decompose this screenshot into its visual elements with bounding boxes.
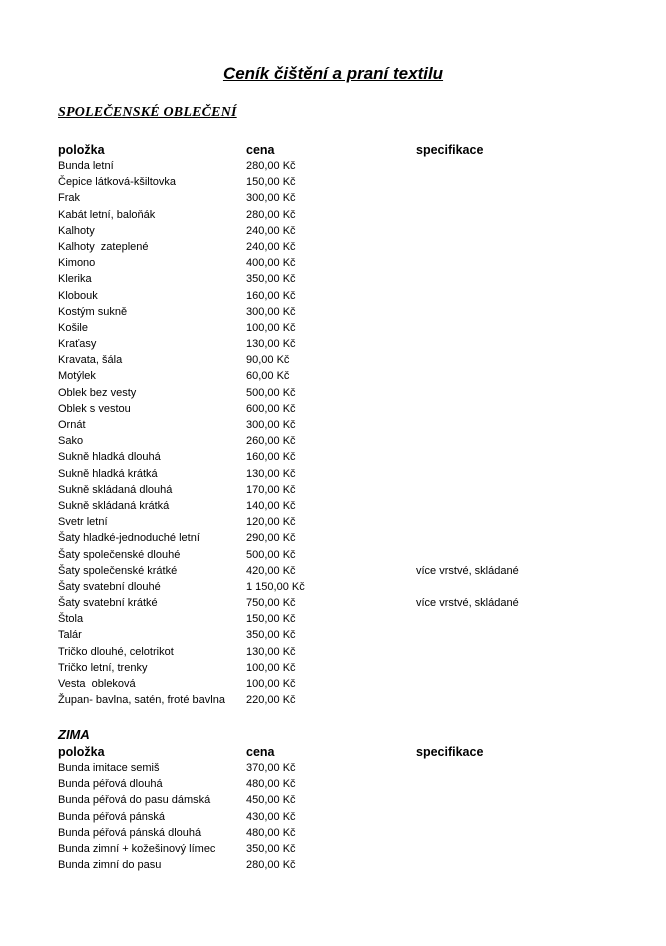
table-row bbox=[58, 174, 578, 190]
table-row bbox=[58, 158, 578, 174]
item-cell: Šaty společenské krátké bbox=[58, 564, 178, 577]
price-cell: 500,00 Kč bbox=[246, 386, 296, 399]
table-row bbox=[58, 336, 578, 352]
table-row bbox=[58, 563, 578, 579]
price-cell: 160,00 Kč bbox=[246, 289, 296, 302]
table-row bbox=[58, 482, 578, 498]
item-cell: Kalhoty bbox=[58, 224, 95, 237]
price-cell: 130,00 Kč bbox=[246, 645, 296, 658]
price-cell: 240,00 Kč bbox=[246, 224, 296, 237]
item-cell: Bunda zimní do pasu bbox=[58, 859, 162, 872]
table-row bbox=[58, 352, 578, 368]
item-cell: Kimono bbox=[58, 257, 96, 270]
item-cell: Talár bbox=[58, 629, 82, 642]
table-row bbox=[58, 466, 578, 482]
price-cell: 140,00 Kč bbox=[246, 499, 296, 512]
price-cell: 400,00 Kč bbox=[246, 257, 296, 270]
price-cell: 450,00 Kč bbox=[246, 794, 296, 807]
table-row bbox=[58, 579, 578, 595]
table-row bbox=[58, 271, 578, 287]
item-cell: Sukně skládaná dlouhá bbox=[58, 483, 173, 496]
table-row bbox=[58, 809, 578, 825]
price-cell: 100,00 Kč bbox=[246, 661, 296, 674]
column-header-item: položka bbox=[58, 143, 105, 157]
item-cell: Šaty svatební dlouhé bbox=[58, 580, 161, 593]
item-cell: Župan- bavlna, satén, froté bavlna bbox=[58, 694, 225, 707]
item-cell: Šaty svatební krátké bbox=[58, 597, 158, 610]
price-cell: 280,00 Kč bbox=[246, 208, 296, 221]
price-cell: 160,00 Kč bbox=[246, 451, 296, 464]
item-cell: Sako bbox=[58, 435, 84, 448]
item-cell: Frak bbox=[58, 192, 80, 205]
item-cell: Kostým sukně bbox=[58, 305, 128, 318]
price-cell: 480,00 Kč bbox=[246, 778, 296, 791]
table-header bbox=[58, 142, 578, 158]
price-cell: 370,00 Kč bbox=[246, 762, 296, 774]
table-header bbox=[58, 744, 578, 760]
item-cell: Bunda péřová dlouhá bbox=[58, 778, 163, 791]
price-cell: 280,00 Kč bbox=[246, 160, 296, 172]
item-cell: Oblek bez vesty bbox=[58, 386, 137, 399]
section-heading-formal-wear: SPOLEČENSKÉ OBLEČENÍ bbox=[58, 105, 237, 120]
table-row bbox=[58, 692, 578, 708]
spec-cell: více vrstvé, skládané bbox=[416, 564, 519, 577]
table-row bbox=[58, 417, 578, 433]
item-cell: Čepice látková-kšiltovka bbox=[58, 176, 176, 189]
item-cell: Bunda péřová pánská dlouhá bbox=[58, 826, 202, 839]
column-header-spec: specifikace bbox=[416, 745, 484, 759]
price-cell: 600,00 Kč bbox=[246, 402, 296, 415]
price-cell: 300,00 Kč bbox=[246, 192, 296, 205]
table-row bbox=[58, 190, 578, 206]
price-cell: 300,00 Kč bbox=[246, 419, 296, 431]
price-cell: 350,00 Kč bbox=[246, 273, 296, 286]
table-row bbox=[58, 611, 578, 627]
item-cell: Štola bbox=[58, 613, 84, 626]
price-cell: 120,00 Kč bbox=[246, 516, 296, 529]
price-cell: 260,00 Kč bbox=[246, 435, 296, 448]
column-header-price: cena bbox=[246, 745, 275, 759]
price-cell: 220,00 Kč bbox=[246, 694, 296, 707]
table-row bbox=[58, 530, 578, 546]
table-row bbox=[58, 368, 578, 384]
item-cell: Oblek s vestou bbox=[58, 402, 131, 415]
item-cell: Svetr letní bbox=[58, 516, 108, 529]
price-cell: 150,00 Kč bbox=[246, 613, 296, 626]
item-cell: Motýlek bbox=[58, 370, 96, 383]
item-cell: Klobouk bbox=[58, 289, 98, 302]
item-cell: Bunda péřová pánská bbox=[58, 810, 166, 823]
item-cell: Kravata, šála bbox=[58, 354, 123, 367]
table-row bbox=[58, 304, 578, 320]
table-row bbox=[58, 660, 578, 676]
table-row bbox=[58, 792, 578, 808]
table-row bbox=[58, 514, 578, 530]
table-row bbox=[58, 320, 578, 336]
price-cell: 130,00 Kč bbox=[246, 467, 296, 480]
item-cell: Kraťasy bbox=[58, 338, 97, 351]
table-row bbox=[58, 498, 578, 514]
table-row bbox=[58, 825, 578, 841]
price-cell: 350,00 Kč bbox=[246, 629, 296, 642]
table-row bbox=[58, 401, 578, 417]
item-cell: Tričko letní, trenky bbox=[58, 661, 148, 674]
column-header-spec: specifikace bbox=[416, 143, 484, 157]
item-cell: Sukně skládaná krátká bbox=[58, 499, 170, 512]
table-row bbox=[58, 857, 578, 873]
price-cell: 170,00 Kč bbox=[246, 483, 296, 496]
table-row bbox=[58, 449, 578, 465]
item-cell: Kabát letní, baloňák bbox=[58, 208, 156, 221]
section-heading-winter: ZIMA bbox=[58, 727, 90, 742]
price-cell: 430,00 Kč bbox=[246, 810, 296, 823]
table-row bbox=[58, 627, 578, 643]
table-row bbox=[58, 760, 578, 776]
table-row bbox=[58, 676, 578, 692]
price-cell: 350,00 Kč bbox=[246, 842, 296, 855]
item-cell: Šaty společenské dlouhé bbox=[58, 548, 181, 561]
table-row bbox=[58, 223, 578, 239]
page-title: Ceník čištění a praní textilu bbox=[222, 64, 444, 83]
price-cell: 480,00 Kč bbox=[246, 826, 296, 839]
price-cell: 100,00 Kč bbox=[246, 678, 296, 690]
price-cell: 420,00 Kč bbox=[246, 564, 296, 577]
price-cell: 280,00 Kč bbox=[246, 859, 296, 872]
price-table-formal-wear bbox=[58, 142, 578, 708]
price-cell: 240,00 Kč bbox=[246, 240, 296, 253]
table-row bbox=[58, 644, 578, 660]
price-table-winter bbox=[58, 744, 578, 873]
spec-cell: více vrstvé, skládané bbox=[416, 597, 519, 610]
table-row bbox=[58, 288, 578, 304]
table-row bbox=[58, 841, 578, 857]
price-cell: 100,00 Kč bbox=[246, 321, 296, 334]
item-cell: Bunda zimní + kožešinový límec bbox=[58, 842, 216, 855]
item-cell: Bunda péřová do pasu dámská bbox=[58, 794, 211, 807]
table-row bbox=[58, 595, 578, 611]
table-row bbox=[58, 547, 578, 563]
table-body bbox=[58, 158, 578, 708]
item-cell: Sukně hladká dlouhá bbox=[58, 451, 161, 464]
item-cell: Bunda imitace semiš bbox=[58, 762, 160, 774]
column-header-price: cena bbox=[246, 143, 275, 157]
item-cell: Klerika bbox=[58, 273, 92, 286]
column-header-item: položka bbox=[58, 745, 105, 759]
price-cell: 290,00 Kč bbox=[246, 532, 296, 545]
price-cell: 90,00 Kč bbox=[246, 354, 290, 367]
price-cell: 750,00 Kč bbox=[246, 597, 296, 610]
table-row bbox=[58, 385, 578, 401]
price-cell: 150,00 Kč bbox=[246, 176, 296, 189]
table-row bbox=[58, 255, 578, 271]
table-body bbox=[58, 760, 578, 873]
price-cell: 500,00 Kč bbox=[246, 548, 296, 561]
price-cell: 130,00 Kč bbox=[246, 338, 296, 351]
item-cell: Bunda letní bbox=[58, 160, 114, 172]
item-cell: Ornát bbox=[58, 419, 86, 431]
item-cell: Sukně hladká krátká bbox=[58, 467, 158, 480]
price-cell: 60,00 Kč bbox=[246, 370, 290, 383]
price-cell: 1 150,00 Kč bbox=[246, 580, 305, 593]
table-row bbox=[58, 776, 578, 792]
item-cell: Kalhoty zateplené bbox=[58, 240, 149, 253]
price-cell: 300,00 Kč bbox=[246, 305, 296, 318]
table-row bbox=[58, 207, 578, 223]
table-row bbox=[58, 433, 578, 449]
table-row bbox=[58, 239, 578, 255]
item-cell: Vesta obleková bbox=[58, 678, 136, 690]
item-cell: Šaty hladké-jednoduché letní bbox=[58, 532, 200, 545]
item-cell: Košile bbox=[58, 321, 88, 334]
item-cell: Tričko dlouhé, celotrikot bbox=[58, 645, 174, 658]
